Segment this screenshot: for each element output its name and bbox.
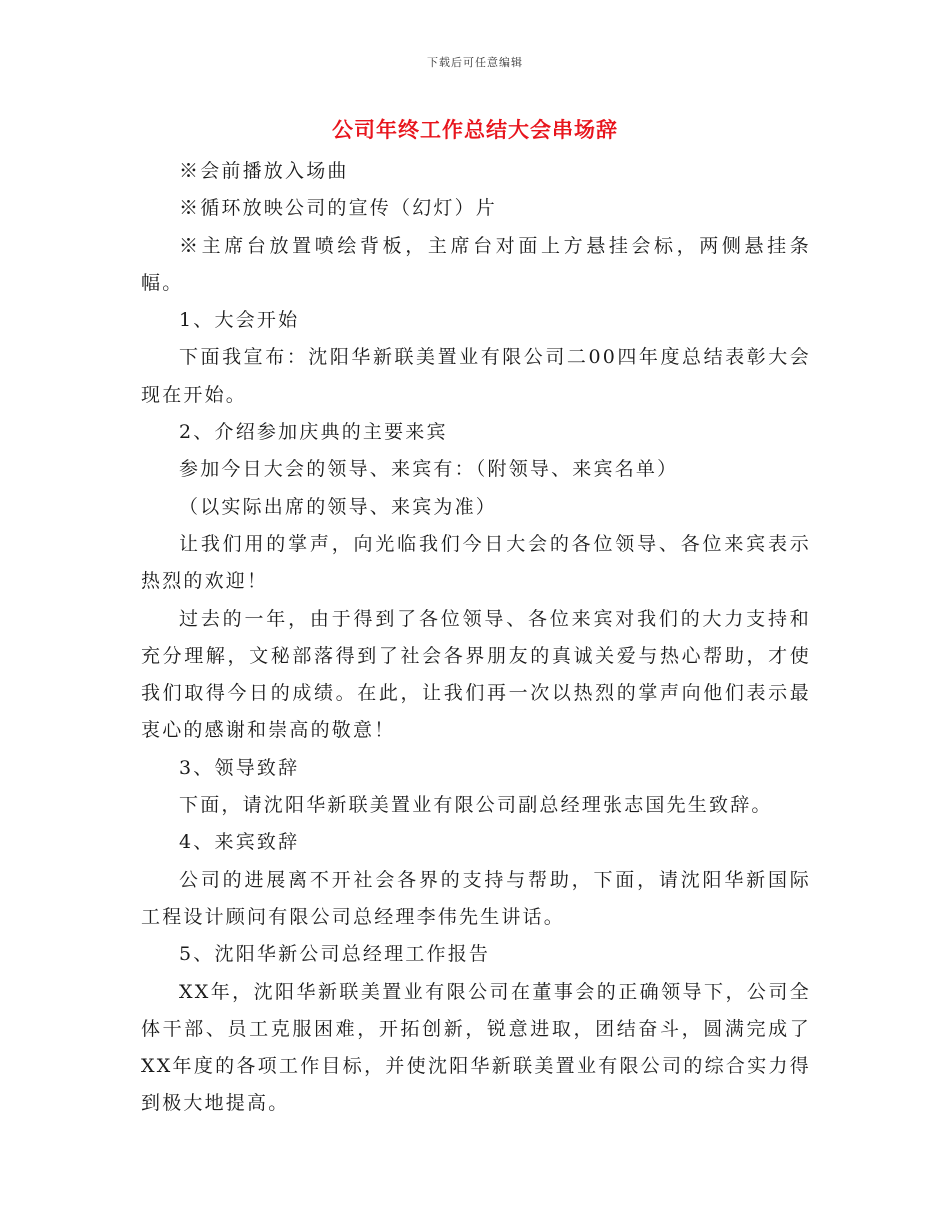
section-heading-3: 3、领导致辞 <box>179 756 300 779</box>
paragraph-2a: 参加今日大会的领导、来宾有：（附领导、来宾名单） <box>179 458 679 481</box>
paragraph-4: 公司的进展离不开社会各界的支持与帮助，下面，请沈阳华新国际工程设计顾问有限公司总经理李伟先生讲话。 <box>141 868 811 928</box>
paragraph-pre-1: ※会前播放入场曲 <box>179 160 349 182</box>
section-heading-5: 5、沈阳华新公司总经理工作报告 <box>179 943 491 966</box>
paragraph-1: 下面我宣布：沈阳华新联美置业有限公司二00四年度总结表彰大会现在开始。 <box>141 346 811 406</box>
document-body <box>141 153 811 1123</box>
paragraph-2c: 让我们用的掌声，向光临我们今日大会的各位领导、各位来宾表示热烈的欢迎！ <box>141 532 811 593</box>
paragraph-5: XX年，沈阳华新联美置业有限公司在董事会的正确领导下，公司全体干部、员工克服困难，开拓创新，锐意进取，团结奋斗，圆满完成了XX年度的各项工作目标，并使沈阳华新联美置业有限公司的综合实力得到极大地提高。 <box>141 980 811 1115</box>
paragraph-2b: （以实际出席的领导、来宾为准） <box>179 495 498 518</box>
paragraph-pre-2: ※循环放映公司的宣传（幻灯）片 <box>179 197 498 220</box>
paragraph-pre-3: ※主席台放置喷绘背板，主席台对面上方悬挂会标，两侧悬挂条幅。 <box>141 234 811 294</box>
document-title: 公司年终工作总结大会串场辞 <box>332 118 618 142</box>
section-heading-2: 2、介绍参加庆典的主要来宾 <box>179 421 448 444</box>
section-heading-4: 4、来宾致辞 <box>179 831 300 854</box>
section-heading-1: 1、大会开始 <box>179 309 300 332</box>
paragraph-2d: 过去的一年，由于得到了各位领导、各位来宾对我们的大力支持和充分理解，文秘部落得到了社会各界朋友的真诚关爱与热心帮助，才使我们取得今日的成绩。在此，让我们再一次以热烈的掌声向他们表示最衷心的感谢和崇高的敬意！ <box>141 607 811 742</box>
header-note: 下载后可任意编辑 <box>427 56 523 69</box>
paragraph-3: 下面，请沈阳华新联美置业有限公司副总经理张志国先生致辞。 <box>179 794 773 817</box>
